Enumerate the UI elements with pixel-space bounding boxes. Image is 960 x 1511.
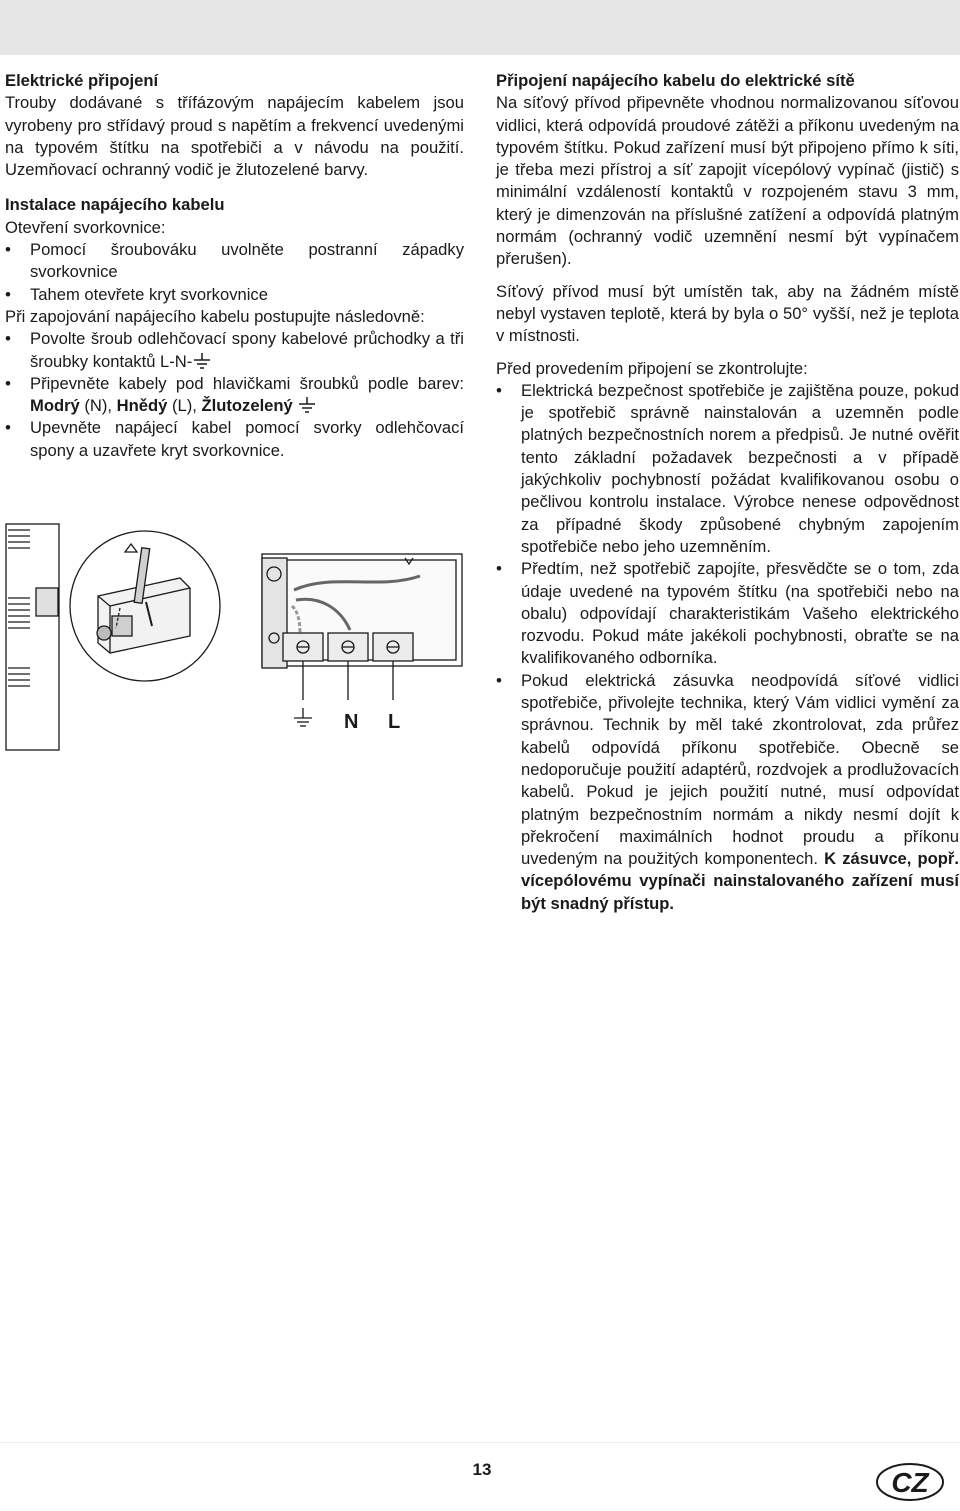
list-item: • Pomocí šroubováku uvolněte postranní západky svorkovnice — [5, 239, 464, 284]
screwdriver-figure — [6, 524, 220, 750]
right-column — [496, 70, 959, 915]
connect-steps-list — [5, 328, 464, 462]
left-column — [5, 70, 464, 462]
open-label: Otevření svorkovnice: — [5, 217, 166, 237]
access-requirement: K zásuvce, popř. vícepólovému vypínači nainstalovaného zařízení musí být snadný přístup. — [521, 849, 959, 913]
section-title-cable-install: Instalace napájecího kabelu — [5, 195, 225, 215]
color-yellow-green: Žlutozelený — [201, 396, 293, 416]
color-blue: Modrý — [30, 396, 80, 416]
list-item: • Připevněte kabely pod hlavičkami šroubků podle barev: Modrý (N), Hnědý (L), Žlutozelený — [5, 373, 464, 418]
page-number: 13 — [472, 1460, 492, 1479]
footer-divider — [0, 1442, 960, 1443]
list-item: • Pokud elektrická zásuvka neodpovídá síťové vidlici spotřebiče, přivolejte technika, který Vám vidlici vymění za správnou. Technik by měl také zkontrolovat, zda průřez kabelů odpovídá příkonu spotřebiče. Obecně se nedoporučuje použití adaptérů, rozdvojek a prodlužovacích kabelů. Pokud je jejich použití nutné, musí odpovídat platným bezpečnostním normám a nikdy nesmí dojít k překročení maximálních hodnot proudu a příkonu uvedeným na použitých komponentech. K zásuvce, popř. vícepólovému vypínači nainstalovaného zařízení musí být snadný přístup. — [496, 670, 959, 915]
terminal-label-n: N — [344, 711, 359, 733]
list-item: • Upevněte napájecí kabel pomocí svorky odlehčovací spony a uzavřete kryt svorkovnice. — [5, 417, 464, 462]
list-item: • Předtím, než spotřebič zapojíte, přesvědčte se o tom, zda údaje uvedené na typovém štítku (na spotřebiči nebo na obalu) odpovídají charakteristikám Vašeho elektrického rozvodu. Pokud máte jakékoli pochybnosti, obraťte se na kvalifikovaného odborníka. — [496, 558, 959, 669]
color-brown: Hnědý — [116, 396, 168, 416]
section-title-electrical: Elektrické připojení — [5, 71, 159, 90]
step1-text: Povolte šroub odlehčovací spony kabelové průchodky a tři šroubky kontaktů L-N- — [30, 329, 464, 371]
connect-intro: Při zapojování napájecího kabelu postupujte následovně: — [5, 306, 425, 326]
check-list — [496, 380, 959, 915]
top-gray-band — [0, 0, 960, 55]
terminal-label-l: L — [388, 711, 401, 733]
ground-icon — [192, 353, 212, 369]
mains-paragraph-1: Na síťový přívod připevněte vhodnou normalizovanou síťovou vidlici, která odpovídá proudové zátěži a příkonu uvedeným na typovém štítku. Pokud zařízení musí být připojeno přímo k síti, je třeba mezi přístroj a síť zapojit vícepólový vypínač (jistič) s minimální vzdáleností kontaktů v rozpojeném stavu 3 mm, který je dimenzován na příslušné zatížení a odpovídá platným normám (ochranný vodič uzemnění nesmí být vypínačem přerušen). — [496, 93, 959, 269]
open-steps-list — [5, 239, 464, 306]
list-item — [5, 328, 464, 373]
terminal-block-illustrations — [0, 518, 470, 758]
terminal-board-figure — [262, 554, 462, 726]
list-item: • Elektrická bezpečnost spotřebiče je zajištěna pouze, pokud je spotřebič správně nainstalován a uzemněn podle platných bezpečnostních norem a předpisů. Je nutné ověřit tento základní požadavek bezpečnosti a v případě jakýchkoliv pochybností požádat kvalifikovanou osobu o pečlivou kontrolu instalace. Výrobce nenese odpovědnost za případné škody způsobené chybným zapojením spotřebiče nebo jeho uzemněním. — [496, 380, 959, 558]
ground-icon — [297, 397, 317, 413]
country-code-badge — [875, 1462, 945, 1502]
mains-paragraph-3: Před provedením připojení se zkontrolujte: — [496, 358, 808, 378]
list-item: • Tahem otevřete kryt svorkovnice — [5, 284, 464, 306]
electrical-paragraph: Trouby dodávané s třífázovým napájecím kabelem jsou vyrobeny pro střídavý proud s napětím a frekvencí uvedenými na typovém štítku na spotřebiči a v návodu na použití. Uzemňovací ochranný vodič je žlutozelené barvy. — [5, 93, 464, 180]
country-code: CZ — [891, 1467, 929, 1498]
mains-paragraph-2: Síťový přívod musí být umístěn tak, aby na žádném místě nebyl vystaven teplotě, která by byla o 50° vyšší, než je teplota v místnosti. — [496, 281, 959, 346]
section-title-mains-connection: Připojení napájecího kabelu do elektrické sítě — [496, 71, 855, 90]
